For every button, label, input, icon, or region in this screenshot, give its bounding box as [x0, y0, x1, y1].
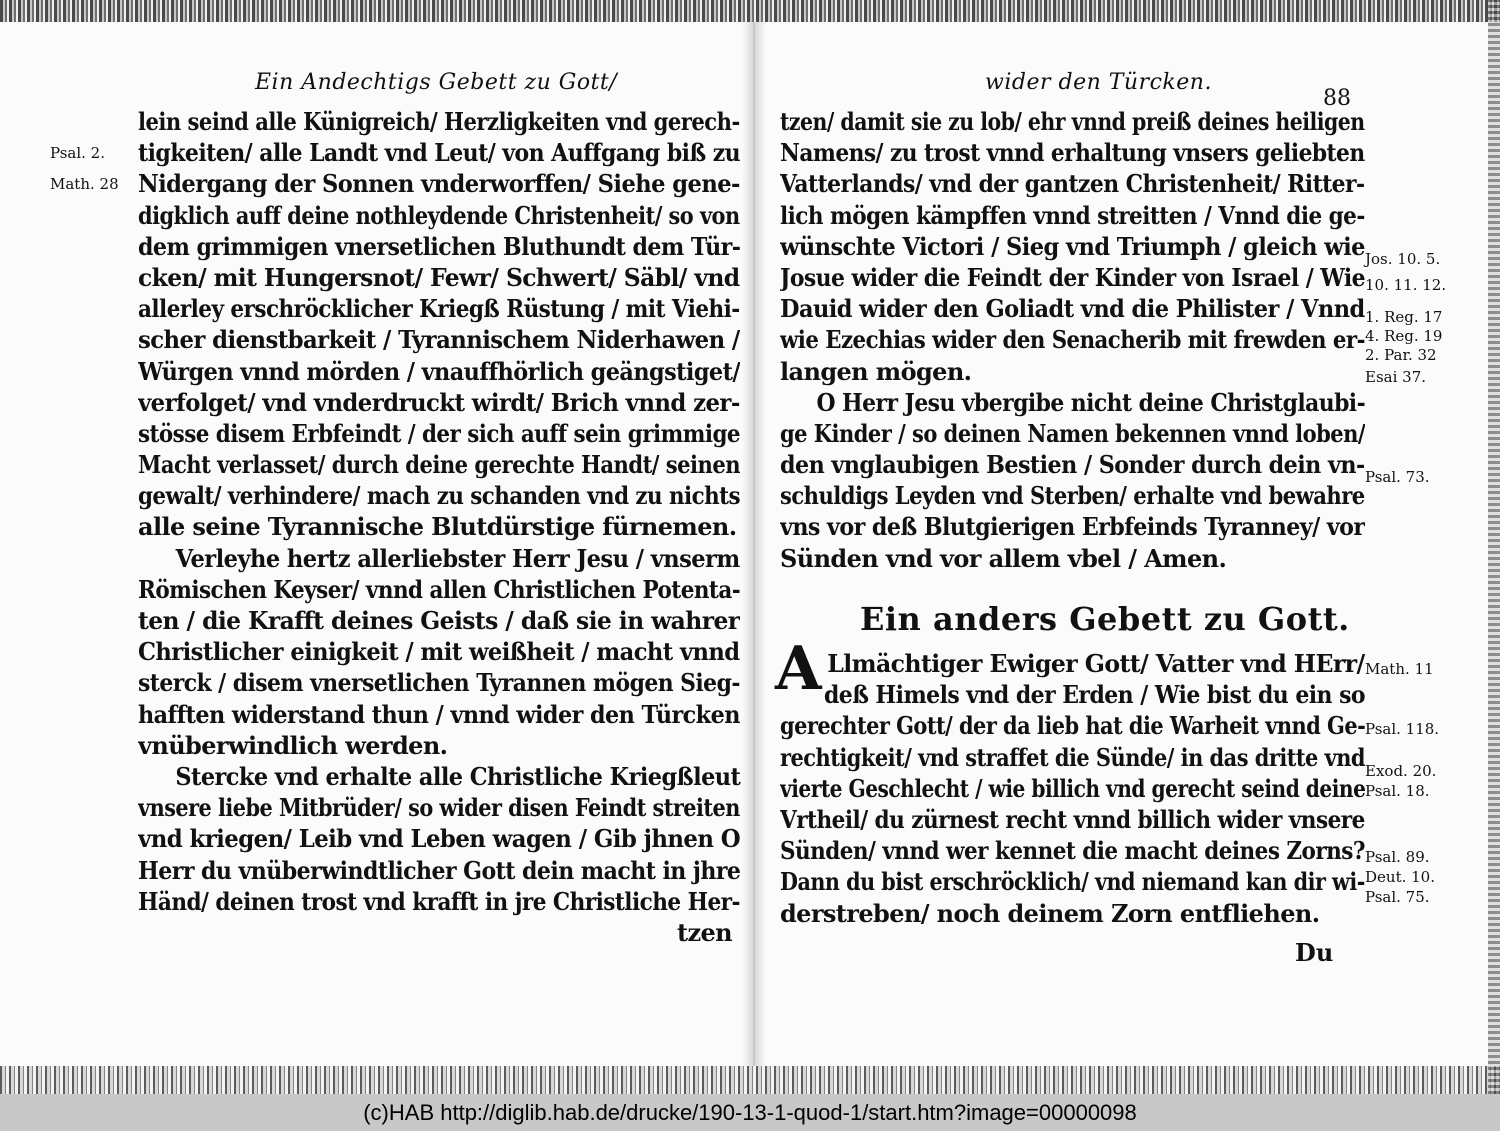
- left-text-block: [138, 106, 740, 948]
- right-text-block-1: [780, 106, 1365, 574]
- text-line: Händ/ deinen trost vnd krafft in jre Christliche Her-: [138, 886, 740, 916]
- margin-note: 1. Reg. 17: [1365, 308, 1443, 326]
- catchword-right: Du: [1295, 938, 1334, 967]
- text-line: Stercke vnd erhalte alle Christliche Kriegßleut: [175, 761, 741, 791]
- scan-edge-top: [0, 0, 1500, 22]
- text-line: Macht verlasset/ durch deine gerechte Handt/ seinen: [138, 450, 740, 480]
- margin-note: 4. Reg. 19: [1365, 327, 1443, 345]
- catchword-left: tzen: [676, 917, 732, 947]
- text-line: vierte Geschlecht / wie billich vnd gerecht seind deine: [780, 773, 1365, 803]
- text-line: Nidergang der Sonnen vnderworffen/ Siehe gene-: [138, 169, 740, 199]
- text-line: Namens/ zu trost vnnd erhaltung vnsers geliebten: [780, 138, 1365, 168]
- text-line: ten / die Krafft deines Geists / daß sie in wahrer: [138, 606, 740, 635]
- text-line: Sünden/ vnnd wer kennet die macht deines Zorns?: [780, 836, 1365, 866]
- margin-note: 10. 11. 12.: [1365, 276, 1447, 294]
- text-line: O Herr Jesu vbergibe nicht deine Christglaubi-: [816, 387, 1366, 417]
- left-running-head: Ein Andechtigs Gebett zu Gott/: [255, 70, 618, 95]
- text-line: gewalt/ verhindere/ mach zu schanden vnd zu nichts: [138, 481, 741, 511]
- text-line: vnüberwindlich werden.: [138, 730, 448, 760]
- text-line: Verleyhe hertz allerliebster Herr Jesu / vnserm: [175, 543, 740, 573]
- text-line: vnd kriegen/ Leib vnd Leben wagen / Gib jhnen O: [138, 824, 740, 854]
- margin-note: Psal. 73.: [1365, 468, 1430, 486]
- text-line: Dann du bist erschröcklich/ vnd niemand kan dir wi-: [780, 867, 1365, 897]
- page-number: 88: [1323, 86, 1351, 111]
- text-line: tigkeiten/ alle Landt vnd Leut/ von Auffgang biß zu: [138, 138, 741, 168]
- margin-note: Math. 11: [1365, 660, 1434, 678]
- margin-note: Psal. 89.: [1365, 848, 1430, 866]
- text-line: Würgen vnnd mörden / vnauffhörlich geängstiget/: [138, 356, 740, 386]
- text-line: Vatterlands/ vnd der gantzen Christenheit/ Ritter-: [780, 169, 1365, 199]
- text-line: tzen/ damit sie zu lob/ ehr vnnd preiß deines heiligen: [780, 107, 1365, 136]
- text-line: wie Ezechias wider den Senacherib mit frewden er-: [780, 325, 1365, 355]
- text-line: ge Kinder / so deinen Namen bekennen vnnd loben/: [780, 418, 1365, 448]
- text-line: lich mögen kämpffen vnnd streitten / Vnnd die ge-: [780, 200, 1365, 230]
- text-line: den vnglaubigen Bestien / Sonder durch dein vn-: [780, 450, 1365, 480]
- margin-note: 2. Par. 32: [1365, 346, 1437, 364]
- right-running-head: wider den Türcken.: [985, 70, 1212, 95]
- text-line: rechtigkeit/ vnd straffet die Sünde/ in das dritte vnd: [780, 742, 1365, 772]
- text-line: lein seind alle Künigreich/ Herzligkeiten vnd gerech-: [138, 107, 740, 136]
- text-line: sterck / disem vnersetlichen Tyrannen mögen Sieg-: [138, 668, 740, 698]
- scan-edge-bottom: [0, 1066, 1500, 1094]
- scan-edge-right: [1488, 0, 1500, 1094]
- margin-note: Psal. 2.: [50, 144, 105, 162]
- margin-note: Exod. 20.: [1365, 762, 1437, 780]
- drop-initial: A: [775, 634, 822, 704]
- text-line: stösse disem Erbfeindt / der sich auff sein grimmige: [138, 418, 741, 448]
- copyright-footer: (c)HAB http://diglib.hab.de/drucke/190-13-1-quod-1/start.htm?image=00000098: [0, 1094, 1500, 1131]
- margin-note: Esai 37.: [1365, 368, 1427, 386]
- text-line: langen mögen.: [780, 356, 972, 386]
- text-line: deß Himels vnd der Erden / Wie bist du ein so: [823, 680, 1366, 710]
- text-line: gerechter Gott/ der da lieb hat die Warheit vnnd Ge-: [780, 711, 1365, 741]
- margin-note: Psal. 75.: [1365, 888, 1430, 906]
- text-line: schuldigs Leyden vnd Sterben/ erhalte vnd bewahre: [780, 481, 1365, 511]
- text-line: Llmächtiger Ewiger Gott/ Vatter vnd HErr/: [827, 649, 1365, 678]
- text-line: Herr du vnüberwindtlicher Gott dein macht in jhre: [138, 855, 741, 885]
- margin-note: Psal. 18.: [1365, 782, 1430, 800]
- text-line: Sünden vnd vor allem vbel / Amen.: [780, 543, 1227, 573]
- text-line: hafften widerstand thun / vnnd wider den Türcken: [138, 699, 740, 729]
- text-line: Dauid wider den Goliadt vnd die Philister / Vnnd: [780, 294, 1365, 324]
- margin-note: Deut. 10.: [1365, 868, 1435, 886]
- text-line: Vrtheil/ du zürnest recht vnnd billich wider vnsere: [780, 804, 1365, 834]
- text-line: alle seine Tyrannische Blutdürstige fürnemen.: [138, 512, 737, 542]
- text-line: dem grimmigen vnersetlichen Bluthundt dem Tür-: [138, 231, 741, 261]
- text-line: wünschte Victori / Sieg vnd Triumph / gleich wie: [780, 231, 1365, 261]
- text-line: Römischen Keyser/ vnnd allen Christlichen Potenta-: [138, 574, 740, 604]
- text-line: Josue wider die Feindt der Kinder von Israel / Wie: [780, 262, 1365, 292]
- text-line: derstreben/ noch deinem Zorn entfliehen.: [780, 898, 1320, 928]
- text-line: cken/ mit Hungersnot/ Fewr/ Schwert/ Säbl/ vnd: [138, 262, 740, 292]
- margin-note: Psal. 118.: [1365, 720, 1440, 738]
- section-heading: Ein anders Gebett zu Gott.: [860, 600, 1350, 638]
- text-line: vnsere liebe Mitbrüder/ so wider disen Feindt streiten: [138, 793, 740, 823]
- margin-note: Math. 28: [50, 175, 119, 193]
- right-text-block-2: [780, 648, 1365, 929]
- text-line: verfolget/ vnd vnderdruckt wirdt/ Brich vnnd zer-: [138, 387, 740, 417]
- text-line: allerley erschröcklicher Kriegß Rüstung / mit Viehi-: [138, 294, 740, 324]
- text-line: Christlicher einigkeit / mit weißheit / macht vnnd: [138, 637, 740, 667]
- text-line: scher dienstbarkeit / Tyrannischem Niderhawen /: [138, 325, 740, 355]
- text-line: digklich auff deine nothleydende Christenheit/ so von: [138, 200, 740, 230]
- margin-note: Jos. 10. 5.: [1365, 250, 1441, 268]
- text-line: vns vor deß Blutgierigen Erbfeinds Tyranney/ vor: [780, 512, 1365, 542]
